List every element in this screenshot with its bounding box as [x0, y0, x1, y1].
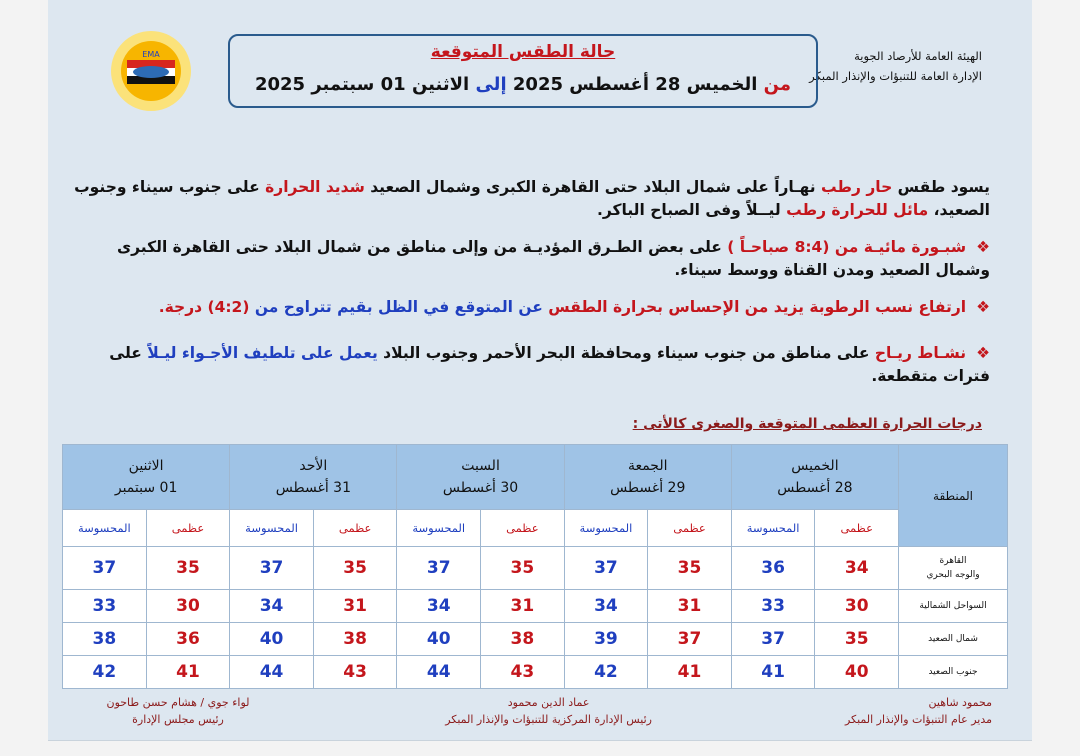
text-run: شديد الحرارة [265, 178, 365, 196]
text-run: على مناطق من جنوب سيناء ومحافظة البحر الأحمر وجنوب البلاد [377, 344, 875, 362]
max-temp-cell: 37 [648, 623, 732, 656]
feel-temp-cell: 39 [564, 623, 648, 656]
feel-temp-cell: 37 [63, 547, 147, 590]
max-temp-cell: 40 [815, 656, 899, 689]
max-subheader: عظمى [815, 510, 899, 547]
region-cell: السواحل الشمالية [899, 590, 1008, 623]
text-run: (4:2) درجة. [158, 298, 250, 316]
max-subheader: عظمى [481, 510, 565, 547]
feel-subheader: المحسوسة [397, 510, 481, 547]
day-header [63, 445, 230, 510]
text-run: مائل للحرارة رطب [786, 201, 929, 219]
table-row [63, 590, 1008, 623]
region-cell: جنوب الصعيد [899, 656, 1008, 689]
day-header [230, 445, 397, 510]
max-temp-cell: 34 [815, 547, 899, 590]
signature-block [445, 694, 652, 728]
feel-temp-cell: 40 [397, 623, 481, 656]
region-cell: شمال الصعيد [899, 623, 1008, 656]
bulletin-page [48, 0, 1032, 741]
max-temp-cell: 31 [648, 590, 732, 623]
day-date: 29 أغسطس [610, 480, 686, 496]
max-temp-cell: 38 [313, 623, 397, 656]
max-temp-cell: 30 [146, 590, 230, 623]
logo-text: EMA [142, 50, 160, 59]
to-date: الاثنين 01 سبتمبر 2025 [254, 74, 470, 95]
feel-temp-cell: 37 [731, 623, 815, 656]
text-run: يسود طقس [892, 178, 990, 196]
signature-name: محمود شاهين [928, 696, 992, 709]
text-run: على بعض الطـرق المؤديـة من وإلى مناطق من شمال البلاد حتى القاهرة الكبرى وشمال الصعيد ومدن القناة ووسط سيناء. [116, 238, 990, 279]
text-run: ليــلاً وفى الصباح الباكر. [596, 201, 787, 219]
bullet-fog [70, 236, 990, 282]
day-name: الاثنين [128, 458, 164, 474]
feel-subheader: المحسوسة [731, 510, 815, 547]
feel-subheader: المحسوسة [63, 510, 147, 547]
region-header: المنطقة [899, 445, 1008, 547]
text-run: شبـورة مائيـة من (8:4 صباحـاً ) [727, 238, 967, 256]
max-temp-cell: 35 [146, 547, 230, 590]
bullet-wind [70, 342, 990, 388]
max-temp-cell: 36 [146, 623, 230, 656]
feel-temp-cell: 41 [731, 656, 815, 689]
table-row [63, 547, 1008, 590]
signature-name: لواء جوي / هشام حسن طاحون [106, 696, 250, 709]
page-title: حالة الطقس المتوقعة [430, 42, 616, 62]
day-name: الخميس [791, 458, 839, 474]
from-word: من [763, 74, 792, 95]
text-run: عن المتوقع في الظل بقيم تتراوح من [249, 298, 549, 316]
day-name: الجمعة [627, 458, 668, 474]
max-temp-cell: 30 [815, 590, 899, 623]
text-run: نهـاراً على شمال البلاد حتى القاهرة الكبرى وشمال الصعيد [364, 178, 822, 196]
table-row [63, 656, 1008, 689]
ema-sun-logo-icon [106, 26, 196, 116]
max-temp-cell: 31 [313, 590, 397, 623]
feel-temp-cell: 42 [63, 656, 147, 689]
day-date: 01 سبتمبر [114, 480, 178, 496]
feel-subheader: المحسوسة [230, 510, 314, 547]
signature-block [845, 694, 992, 728]
day-header [397, 445, 564, 510]
day-date: 28 أغسطس [777, 480, 853, 496]
diamond-bullet-icon: ❖ [976, 298, 990, 316]
max-temp-cell: 41 [146, 656, 230, 689]
bullet-humidity [70, 296, 990, 319]
temperature-caption: درجات الحرارة العظمى المتوقعة والصغرى كالأتى : [632, 416, 982, 432]
day-header [564, 445, 731, 510]
feel-temp-cell: 33 [731, 590, 815, 623]
day-header [731, 445, 898, 510]
text-run: على فترات متقطعة. [109, 344, 990, 385]
max-temp-cell: 38 [481, 623, 565, 656]
max-temp-cell: 35 [648, 547, 732, 590]
max-subheader: عظمى [146, 510, 230, 547]
to-word: إلى [475, 74, 507, 95]
feel-temp-cell: 44 [397, 656, 481, 689]
day-date: 30 أغسطس [442, 480, 519, 496]
day-name: الأحد [299, 458, 328, 474]
region-cell [899, 547, 1008, 590]
signature-title: رئيس مجلس الإدارة [132, 713, 224, 726]
table-row [63, 623, 1008, 656]
feel-temp-cell: 34 [397, 590, 481, 623]
signature-title: مدير عام التنبؤات والإنذار المبكر [844, 713, 992, 726]
from-date: الخميس 28 أغسطس 2025 [512, 74, 758, 95]
feel-temp-cell: 42 [564, 656, 648, 689]
temperature-table [62, 444, 1008, 689]
feel-temp-cell: 44 [230, 656, 314, 689]
max-temp-cell: 41 [648, 656, 732, 689]
feel-temp-cell: 37 [397, 547, 481, 590]
feel-temp-cell: 34 [230, 590, 314, 623]
org-department: الإدارة العامة للتنبؤات والإنذار المبكر [809, 69, 982, 83]
date-range [230, 74, 816, 95]
diamond-bullet-icon: ❖ [976, 344, 990, 362]
feel-subheader: المحسوسة [564, 510, 648, 547]
text-run: حار رطب [821, 178, 893, 196]
feel-temp-cell: 33 [63, 590, 147, 623]
feel-temp-cell: 40 [230, 623, 314, 656]
forecast-paragraph [70, 176, 990, 222]
max-subheader: عظمى [648, 510, 732, 547]
region-name-line2: والوجه البحري [926, 570, 980, 580]
region-name: القاهرة [939, 556, 967, 566]
text-run: يعمل على تلطيف الأجـواء ليـلاً [147, 344, 378, 362]
feel-temp-cell: 36 [731, 547, 815, 590]
max-subheader: عظمى [313, 510, 397, 547]
signature-block [88, 694, 268, 728]
text-run: نشـاط ريـاح [874, 344, 967, 362]
day-name: السبت [461, 458, 500, 474]
max-temp-cell: 43 [481, 656, 565, 689]
signature-name: عماد الدين محمود [507, 696, 590, 709]
feel-temp-cell: 34 [564, 590, 648, 623]
max-temp-cell: 35 [313, 547, 397, 590]
feel-temp-cell: 37 [564, 547, 648, 590]
max-temp-cell: 43 [313, 656, 397, 689]
feel-temp-cell: 37 [230, 547, 314, 590]
org-name: الهيئة العامة للأرصاد الجوية [854, 49, 982, 63]
max-temp-cell: 35 [815, 623, 899, 656]
day-date: 31 أغسطس [275, 480, 351, 496]
max-temp-cell: 31 [481, 590, 565, 623]
text-run: على جنوب سيناء وجنوب الصعيد، [74, 178, 990, 219]
title-box [228, 34, 818, 108]
diamond-bullet-icon: ❖ [976, 238, 990, 256]
feel-temp-cell: 38 [63, 623, 147, 656]
max-temp-cell: 35 [481, 547, 565, 590]
text-run: ارتفاع نسب الرطوبة يزيد من الإحساس بحرارة الطقس [548, 298, 967, 316]
signature-title: رئيس الإدارة المركزية للتنبؤات والإنذار المبكر [445, 713, 652, 726]
